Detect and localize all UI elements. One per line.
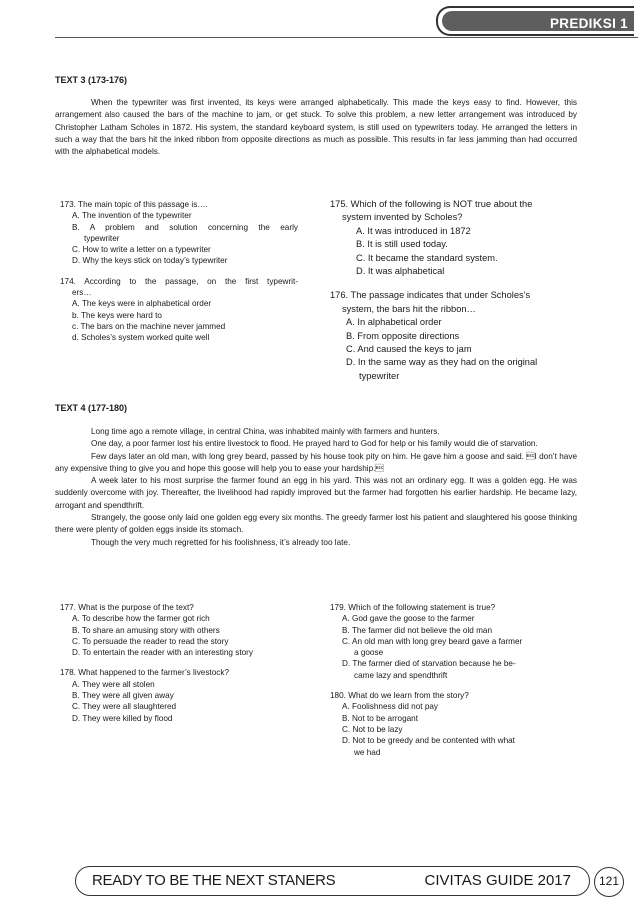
option-d[interactable]: D. It was alphabetical	[356, 266, 445, 277]
questions-179-180	[330, 602, 570, 758]
option-c[interactable]: C. An old man with long grey beard gave a farmer	[342, 636, 523, 646]
text3-paragraph: When the typewriter was first invented, its keys were arranged alphabetically. This made the keys easy to find. However, this arrangement also caused the bars of the machine to jam, or get stuck. To solve this problem, a new letter arrangement was introduced by Christopher Latham Scholes in 1872. His system, the standard keyboard system, is still used on typewriters today. He arranged the letters in such a way that the bars hit the inked ribbon from opposite directions as much as possible. This results in far less jamming than had occurred with the alphabetical models.	[55, 98, 577, 157]
header-title: PREDIKSI 1	[549, 16, 628, 31]
question-stem: 173. The main topic of this passage is….	[60, 200, 208, 209]
question-stem-cont: system invented by Scholes?	[342, 212, 463, 223]
questions-173-174	[60, 199, 298, 344]
text4-paragraph: A week later to his most surprise the farmer found an egg in his yard. This was not an ordinary egg. It was a golden egg. He was suddenly overcome with joy. Thereafter, the livelihood had rapidly improved but the farmer had forgotten his earlier hardship. He became lazy, arrogant and spendthrift.	[55, 476, 577, 510]
option-d[interactable]: D. Why the keys stick on today’s typewriter	[72, 256, 228, 266]
option-b[interactable]: B. From opposite directions	[346, 330, 460, 341]
question-175	[330, 198, 580, 278]
option-a[interactable]: A. They were all stolen	[72, 679, 155, 689]
option-b[interactable]: B. They were all given away	[72, 691, 174, 701]
question-178	[60, 667, 305, 723]
text3-heading: TEXT 3 (173-176)	[55, 75, 128, 85]
option-a[interactable]: A. Foolishness did not pay	[342, 702, 439, 712]
option-a[interactable]: A. The keys were in alphabetical order	[72, 299, 212, 309]
option-a[interactable]: A. God gave the goose to the farmer	[342, 614, 475, 624]
question-stem: 179. Which of the following statement is true?	[330, 603, 496, 612]
question-173	[60, 199, 298, 267]
option-c[interactable]: C. Not to be lazy	[342, 724, 403, 734]
option-d[interactable]: D. Not to be greedy and be contented with what	[342, 736, 515, 746]
text4-paragraph: Strangely, the goose only laid one golden egg every six months. The greedy farmer lost his patient and slaughtered his goose thinking there were plenty of golden eggs inside its stomach.	[55, 513, 577, 535]
option-d[interactable]: D. To entertain the reader with an interesting story	[72, 648, 253, 658]
footer-banner	[75, 866, 590, 896]
question-stem-cont: ers…	[72, 288, 92, 298]
question-stem: 176. The passage indicates that under Scholes’s	[330, 290, 531, 301]
option-b[interactable]: B. To share an amusing story with others	[72, 625, 220, 635]
option-d-cont: came lazy and spendthrift	[354, 670, 448, 680]
option-c[interactable]: C. To persuade the reader to read the story	[72, 636, 229, 646]
question-176	[330, 289, 580, 383]
option-d-cont: typewriter	[359, 370, 400, 381]
page-number: 121	[594, 867, 624, 897]
question-stem: 177. What is the purpose of the text?	[60, 603, 194, 612]
text4-paragraph: Though the very much regretted for his foolishness, it’s already too late.	[91, 537, 351, 547]
question-180	[330, 690, 570, 758]
option-d[interactable]: D. In the same way as they had on the original	[346, 357, 538, 368]
option-a[interactable]: A. The invention of the typewriter	[72, 211, 192, 221]
option-b[interactable]: b. The keys were hard to	[72, 310, 162, 320]
header-rule	[55, 37, 638, 38]
text4-paragraph: Long time ago a remote village, in central China, was inhabited mainly with farmers and hunters.	[91, 427, 440, 436]
text4-heading: TEXT 4 (177-180)	[55, 403, 128, 413]
question-174	[60, 276, 298, 344]
question-177	[60, 602, 305, 658]
option-b[interactable]: B. Not to be arrogant	[342, 713, 419, 723]
option-b[interactable]: B. A problem and solution concerning the early	[72, 222, 298, 232]
text4-passage	[55, 426, 577, 549]
option-d[interactable]: D. They were killed by flood	[72, 713, 173, 723]
option-a[interactable]: A. To describe how the farmer got rich	[72, 614, 210, 624]
question-stem: 174. According to the passage, on the first typewrit-	[60, 276, 298, 286]
option-d[interactable]: D. The farmer died of starvation because he be-	[342, 659, 516, 669]
option-c[interactable]: C. And caused the keys to jam	[346, 344, 472, 355]
option-c[interactable]: C. They were all slaughtered	[72, 702, 177, 712]
header-tab-fill	[442, 11, 634, 31]
question-stem: 178. What happened to the farmer’s livestock?	[60, 668, 230, 678]
footer-right-text: CIVITAS GUIDE 2017	[424, 872, 571, 889]
footer-left-text: READY TO BE THE NEXT STANERS	[92, 872, 336, 889]
option-d-cont: we had	[354, 747, 381, 757]
option-b[interactable]: B. The farmer did not believe the old man	[342, 625, 493, 635]
questions-175-176	[330, 198, 580, 383]
question-stem: 175. Which of the following is NOT true about the	[330, 199, 533, 209]
option-c[interactable]: c. The bars on the machine never jammed	[72, 321, 226, 331]
question-stem: 180. What do we learn from the story?	[330, 691, 469, 701]
header-tab	[436, 6, 634, 36]
text4-paragraph: Few days later an old man, with long grey beard, passed by his house took pity on him. He gave him a goose and said. I don’t have any expensive thing to give you and hope this goose will help you to ease your hardship.	[55, 451, 577, 473]
option-d[interactable]: d. Scholes’s system worked quite well	[72, 333, 210, 343]
questions-177-178	[60, 602, 305, 724]
option-b-cont: typewriter	[84, 233, 120, 243]
option-b[interactable]: B. It is still used today.	[356, 239, 448, 250]
option-c[interactable]: C. It became the standard system.	[356, 252, 498, 263]
question-stem-cont: system, the bars hit the ribbon…	[342, 303, 476, 314]
text3-passage	[55, 97, 577, 158]
option-c[interactable]: C. How to write a letter on a typewriter	[72, 245, 211, 255]
option-a[interactable]: A. In alphabetical order	[346, 317, 442, 328]
option-c-cont: a goose	[354, 648, 384, 658]
question-179	[330, 602, 570, 681]
option-a[interactable]: A. It was introduced in 1872	[356, 225, 471, 236]
text4-paragraph: One day, a poor farmer lost his entire livestock to flood. He prayed hard to God for help or his family would die of starvation.	[91, 439, 538, 449]
